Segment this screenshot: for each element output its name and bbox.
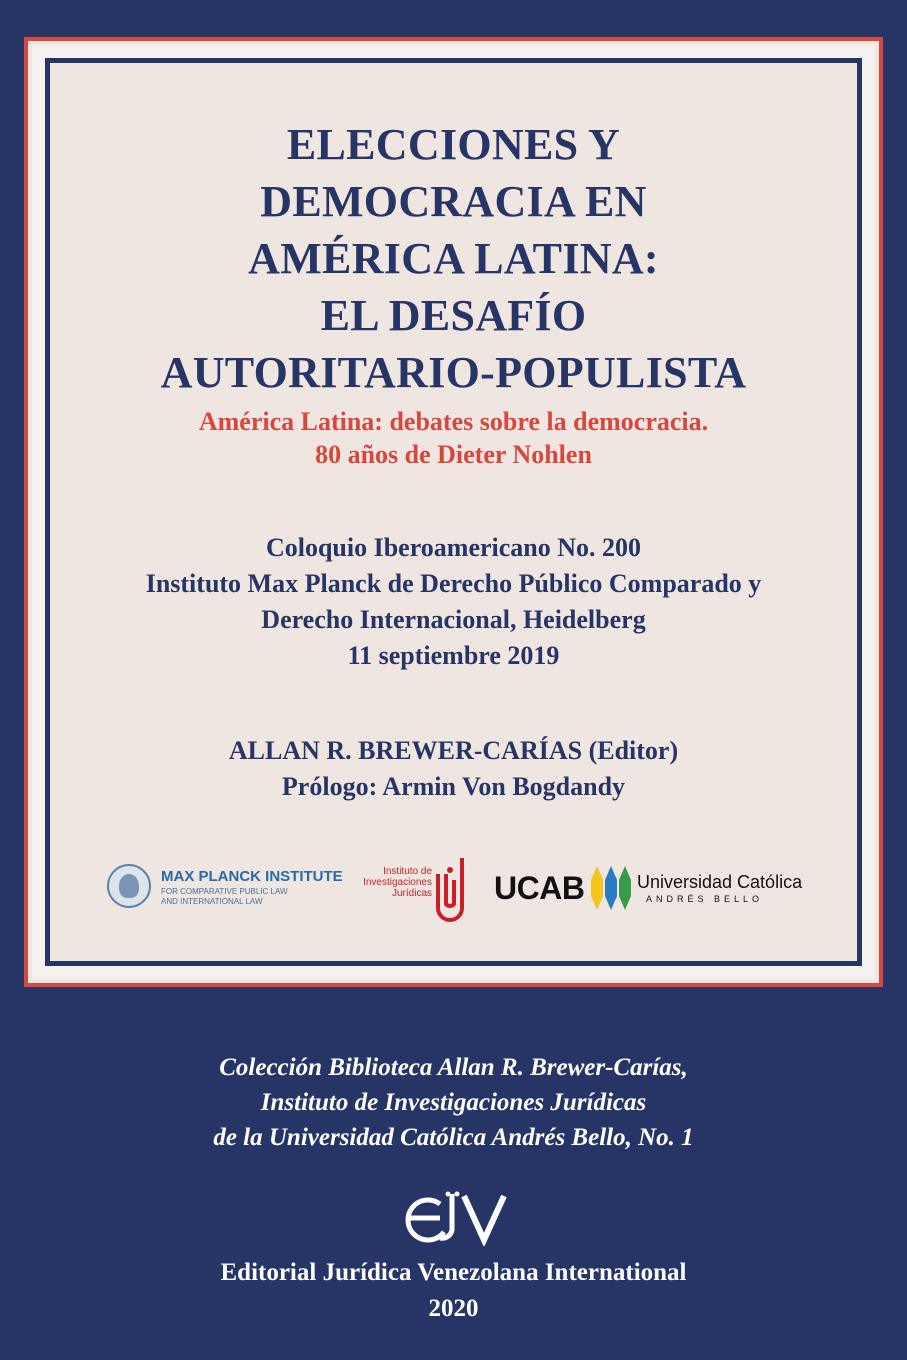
- publisher-info: [0, 1255, 907, 1327]
- publication-year: 2020: [428, 1295, 479, 1322]
- collection-line: Colección Biblioteca Allan R. Brewer-Carías,: [219, 1054, 688, 1081]
- colloquium-line: Derecho Internacional, Heidelberg: [261, 605, 646, 634]
- ejv-publisher-logo-icon: [400, 1190, 508, 1246]
- title-line: AUTORITARIO-POPULISTA: [160, 348, 747, 397]
- iij-name: [363, 866, 432, 899]
- ucab-emblem-icon: [590, 862, 632, 914]
- max-planck-logo: [107, 862, 357, 914]
- subtitle-line: América Latina: debates sobre la democracia.: [198, 407, 709, 436]
- collection-line: Instituto de Investigaciones Jurídicas: [260, 1089, 647, 1116]
- author-info: [0, 733, 907, 805]
- book-title: [0, 116, 907, 401]
- iij-name-line: Instituto de: [383, 866, 432, 877]
- iij-name-line: Investigaciones: [363, 877, 432, 888]
- mpi-subtitle-line: FOR COMPARATIVE PUBLIC LAW: [161, 887, 288, 896]
- collection-info: [0, 1050, 907, 1155]
- title-line: AMÉRICA LATINA:: [248, 234, 659, 283]
- title-line: ELECCIONES Y: [286, 120, 621, 169]
- editor-name: ALLAN R. BREWER-CARÍAS (Editor): [228, 736, 679, 765]
- minerva-seal-icon: [107, 864, 151, 908]
- colloquium-info: [0, 530, 907, 674]
- title-line: DEMOCRACIA EN: [260, 177, 647, 226]
- iij-name-line: Jurídicas: [391, 888, 432, 899]
- mpi-name: MAX PLANCK INSTITUTE: [161, 868, 343, 885]
- title-line: EL DESAFÍO: [320, 291, 587, 340]
- collection-line: de la Universidad Católica Andrés Bello, No. 1: [213, 1124, 694, 1151]
- ucab-logo: [494, 862, 806, 914]
- iij-mark-icon: [432, 852, 468, 922]
- ucab-subname: ANDRÉS BELLO: [646, 894, 764, 904]
- colloquium-line: Coloquio Iberoamericano No. 200: [265, 533, 642, 562]
- book-subtitle: [0, 405, 907, 471]
- mpi-subtitle-line: AND INTERNATIONAL LAW: [161, 897, 263, 906]
- mpi-subtitle: [161, 887, 288, 907]
- colloquium-line: 11 septiembre 2019: [347, 641, 560, 670]
- ucab-acronym: UCAB: [494, 870, 585, 906]
- subtitle-line: 80 años de Dieter Nohlen: [315, 440, 592, 469]
- colloquium-line: Instituto Max Planck de Derecho Público Comparado y: [145, 569, 762, 598]
- publisher-name: Editorial Jurídica Venezolana International: [220, 1259, 687, 1286]
- prologue-author: Prólogo: Armin Von Bogdandy: [281, 772, 626, 801]
- iij-logo: [363, 852, 468, 922]
- ucab-name: Universidad Católica: [637, 872, 803, 892]
